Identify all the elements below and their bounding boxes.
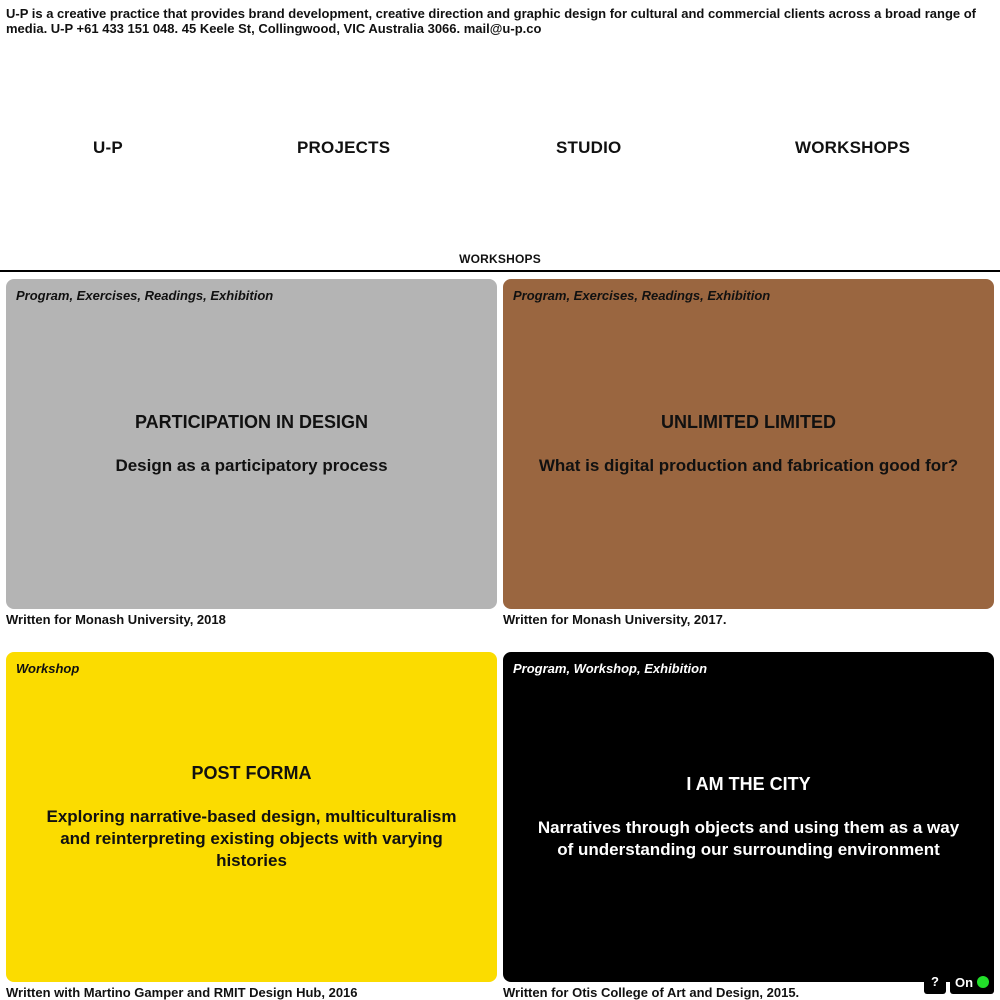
toggle-label: On [955,975,974,990]
on-off-toggle[interactable] [950,970,994,994]
help-button[interactable]: ? [924,970,946,994]
card-caption: Written for Otis College of Art and Design, 2015. [503,985,800,1000]
card-title: UNLIMITED LIMITED [661,412,836,432]
card-tags: Program, Exercises, Readings, Exhibition [16,288,274,303]
card-body [36,652,467,982]
nav-item-studio[interactable]: STUDIO [556,138,622,157]
nav-item-projects[interactable]: PROJECTS [297,138,391,157]
card-subtitle: Narratives through objects and using them as a way of understanding our surrounding environment [537,818,960,859]
section-title: WORKSHOPS [459,252,541,266]
card-title: I AM THE CITY [686,774,811,794]
section-divider [0,270,1000,272]
workshop-card-unlimited-limited[interactable] [503,279,994,609]
card-title: POST FORMA [191,763,312,783]
card-tags: Program, Exercises, Readings, Exhibition [513,288,771,303]
card-subtitle: Design as a participatory process [115,456,388,475]
card-subtitle: What is digital production and fabrication good for? [538,456,959,475]
card-body [36,279,467,609]
workshop-card-participation-in-design[interactable] [6,279,497,609]
workshop-card-i-am-the-city[interactable] [503,652,994,982]
card-title: PARTICIPATION IN DESIGN [134,412,368,432]
main-nav [0,138,1000,162]
workshop-card-post-forma[interactable] [6,652,497,982]
card-caption: Written for Monash University, 2017. [503,612,727,627]
status-dot-icon [977,976,989,988]
nav-item-home[interactable]: U-P [93,138,123,157]
card-body [533,652,964,982]
card-tags: Program, Workshop, Exhibition [513,661,708,676]
card-tags: Workshop [16,661,80,676]
card-body [533,279,964,609]
card-caption: Written with Martino Gamper and RMIT Design Hub, 2016 [6,985,358,1000]
card-subtitle: Exploring narrative-based design, multiculturalism and reinterpreting existing objects with varying histories [46,807,457,870]
card-caption: Written for Monash University, 2018 [6,612,226,627]
nav-item-workshops[interactable]: WORKSHOPS [795,138,911,157]
intro-text: U-P is a creative practice that provides brand development, creative direction and graphic design for cultural and commercial clients across a broad range of media. U-P +61 433 151 048. 45 Keele St, Collingwood, VIC Australia 3066. mail@u-p.co [6,6,977,36]
